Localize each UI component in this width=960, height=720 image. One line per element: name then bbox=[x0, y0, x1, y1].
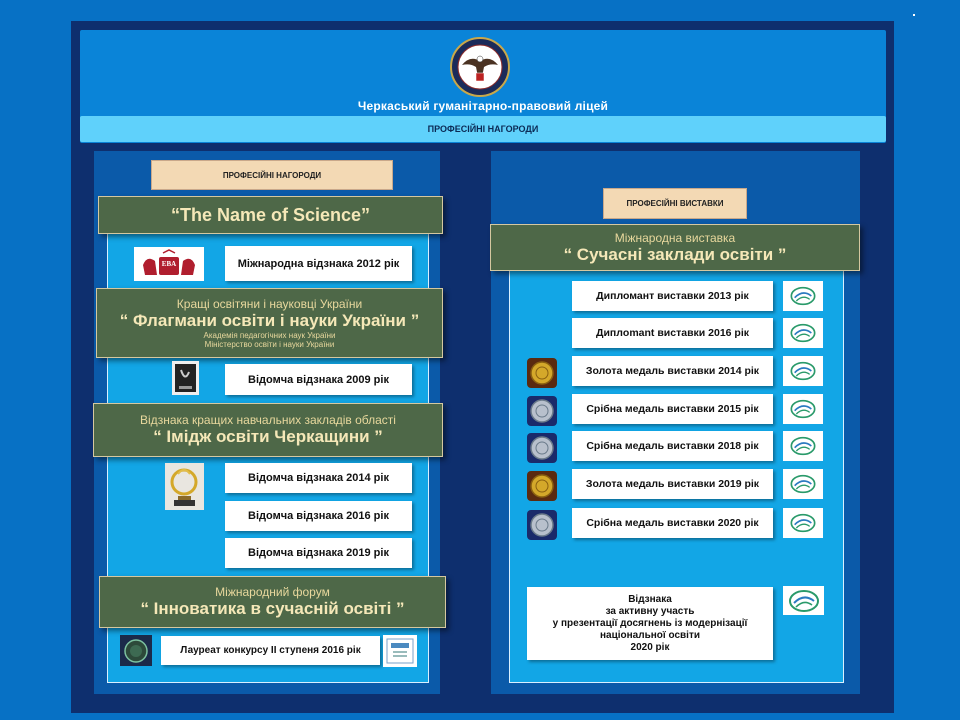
final-award-line4: національної освіти bbox=[600, 629, 700, 641]
page-title: Черкаський гуманітарно-правовий ліцей bbox=[357, 99, 609, 113]
banner-innovatyka-line1: Міжнародний форум bbox=[215, 585, 330, 599]
banner-flagmany-line1: Кращі освітяни і науковці України bbox=[176, 297, 363, 311]
section-subtitle: ПРОФЕСІЙНІ НАГОРОДИ bbox=[427, 124, 539, 134]
banner-imidzh-line1: Відзнака кращих навчальних закладів області bbox=[140, 413, 396, 427]
exhibit-award-row bbox=[572, 281, 773, 311]
corner-dot bbox=[913, 14, 915, 16]
exhibition-logo-icon bbox=[783, 508, 823, 538]
banner-name-of-science-text: “The Name of Science” bbox=[170, 204, 371, 225]
banner-suchasni-zaklady-title: “ Сучасні заклади освіти ” bbox=[563, 244, 787, 264]
award-international-2012 bbox=[225, 246, 412, 281]
award-2019 bbox=[225, 538, 412, 568]
right-tag bbox=[603, 188, 747, 219]
left-tag bbox=[151, 160, 393, 190]
exhibit-award-row bbox=[572, 318, 773, 348]
final-award-line1: Відзнака bbox=[628, 593, 672, 605]
exhibition-logo-icon bbox=[783, 281, 823, 311]
silver-medal-icon bbox=[527, 396, 557, 426]
award-laureate-2016 bbox=[161, 636, 380, 665]
exhibition-logo-icon bbox=[783, 356, 823, 386]
award-2014 bbox=[225, 463, 412, 493]
exhibit-award-label: Срібна медаль виставки 2020 рік bbox=[586, 517, 759, 529]
eagle-seal-icon bbox=[450, 37, 510, 97]
banner-name-of-science bbox=[98, 196, 443, 234]
banner-imidzh bbox=[93, 403, 443, 457]
award-2009-label: Відомча відзнака 2009 рік bbox=[248, 373, 389, 386]
exhibition-logo-icon bbox=[783, 431, 823, 461]
svg-text:EBA: EBA bbox=[161, 260, 177, 268]
exhibit-award-row bbox=[572, 431, 773, 461]
left-tag-label: ПРОФЕСІЙНІ НАГОРОДИ bbox=[222, 170, 322, 180]
forum-diploma-icon bbox=[383, 635, 417, 667]
award-2016-label: Відомча відзнака 2016 рік bbox=[248, 510, 389, 522]
banner-imidzh-title: “ Імідж освіти Черкащини ” bbox=[153, 427, 383, 446]
final-award-line3: у презентації досягнень із модернізації bbox=[552, 617, 748, 629]
banner-suchasni-zaklady bbox=[490, 224, 860, 271]
banner-flagmany-small2: Міністерство освіти і науки України bbox=[204, 340, 335, 349]
silver-medal-icon bbox=[527, 433, 557, 463]
exhibit-award-label: Диплomant виставки 2016 рік bbox=[595, 327, 750, 339]
gold-medal-icon bbox=[527, 358, 557, 388]
exhibit-award-label: Дипломант виставки 2013 рік bbox=[596, 290, 749, 302]
award-trophy-icon bbox=[172, 361, 199, 395]
final-award-line2: за активну участь bbox=[605, 605, 695, 617]
exhibit-award-label: Срібна медаль виставки 2015 рік bbox=[586, 403, 759, 415]
silver-medal-icon bbox=[527, 510, 557, 540]
banner-innovatyka-title: “ Інноватика в сучасній освіті ” bbox=[140, 599, 405, 618]
award-2009 bbox=[225, 364, 412, 395]
banner-suchasni-zaklady-line1: Міжнародна виставка bbox=[614, 230, 736, 245]
award-2019-label: Відомча відзнака 2019 рік bbox=[248, 547, 389, 559]
final-award-line5: 2020 рік bbox=[630, 641, 670, 653]
forum-medal-icon bbox=[120, 635, 152, 666]
exhibit-award-label: Срібна медаль виставки 2018 рік bbox=[586, 440, 759, 452]
exhibition-logo-icon bbox=[783, 586, 824, 615]
exhibition-logo-icon bbox=[783, 318, 823, 348]
eba-logo-icon bbox=[134, 247, 204, 281]
exhibit-award-row bbox=[572, 469, 773, 499]
exhibit-award-label: Золота медаль виставки 2019 рік bbox=[585, 478, 760, 490]
exhibit-award-row bbox=[572, 508, 773, 538]
section-subtitle-bar bbox=[80, 116, 886, 142]
award-laureate-2016-label: Лауреат конкурсу ІІ ступеня 2016 рік bbox=[180, 645, 361, 656]
exhibition-logo-icon bbox=[783, 394, 823, 424]
exhibit-award-label: Золота медаль виставки 2014 рік bbox=[585, 365, 760, 377]
gold-medal-icon bbox=[527, 471, 557, 501]
exhibit-award-row bbox=[572, 394, 773, 424]
final-award-card bbox=[527, 587, 773, 660]
golden-statuette-icon bbox=[165, 463, 204, 510]
exhibition-logo-icon bbox=[783, 469, 823, 499]
award-international-2012-label: Міжнародна відзнака 2012 рік bbox=[237, 257, 400, 270]
award-2014-label: Відомча відзнака 2014 рік bbox=[248, 472, 389, 484]
award-2016 bbox=[225, 501, 412, 531]
exhibit-award-row bbox=[572, 356, 773, 386]
right-tag-label: ПРОФЕСІЙНІ ВИСТАВКИ bbox=[626, 199, 724, 208]
banner-innovatyka bbox=[99, 576, 446, 628]
banner-flagmany bbox=[96, 288, 443, 358]
banner-flagmany-small1: Академія педагогічних наук України bbox=[203, 331, 336, 340]
banner-flagmany-title: “ Флагмани освіти і науки України ” bbox=[119, 311, 420, 330]
